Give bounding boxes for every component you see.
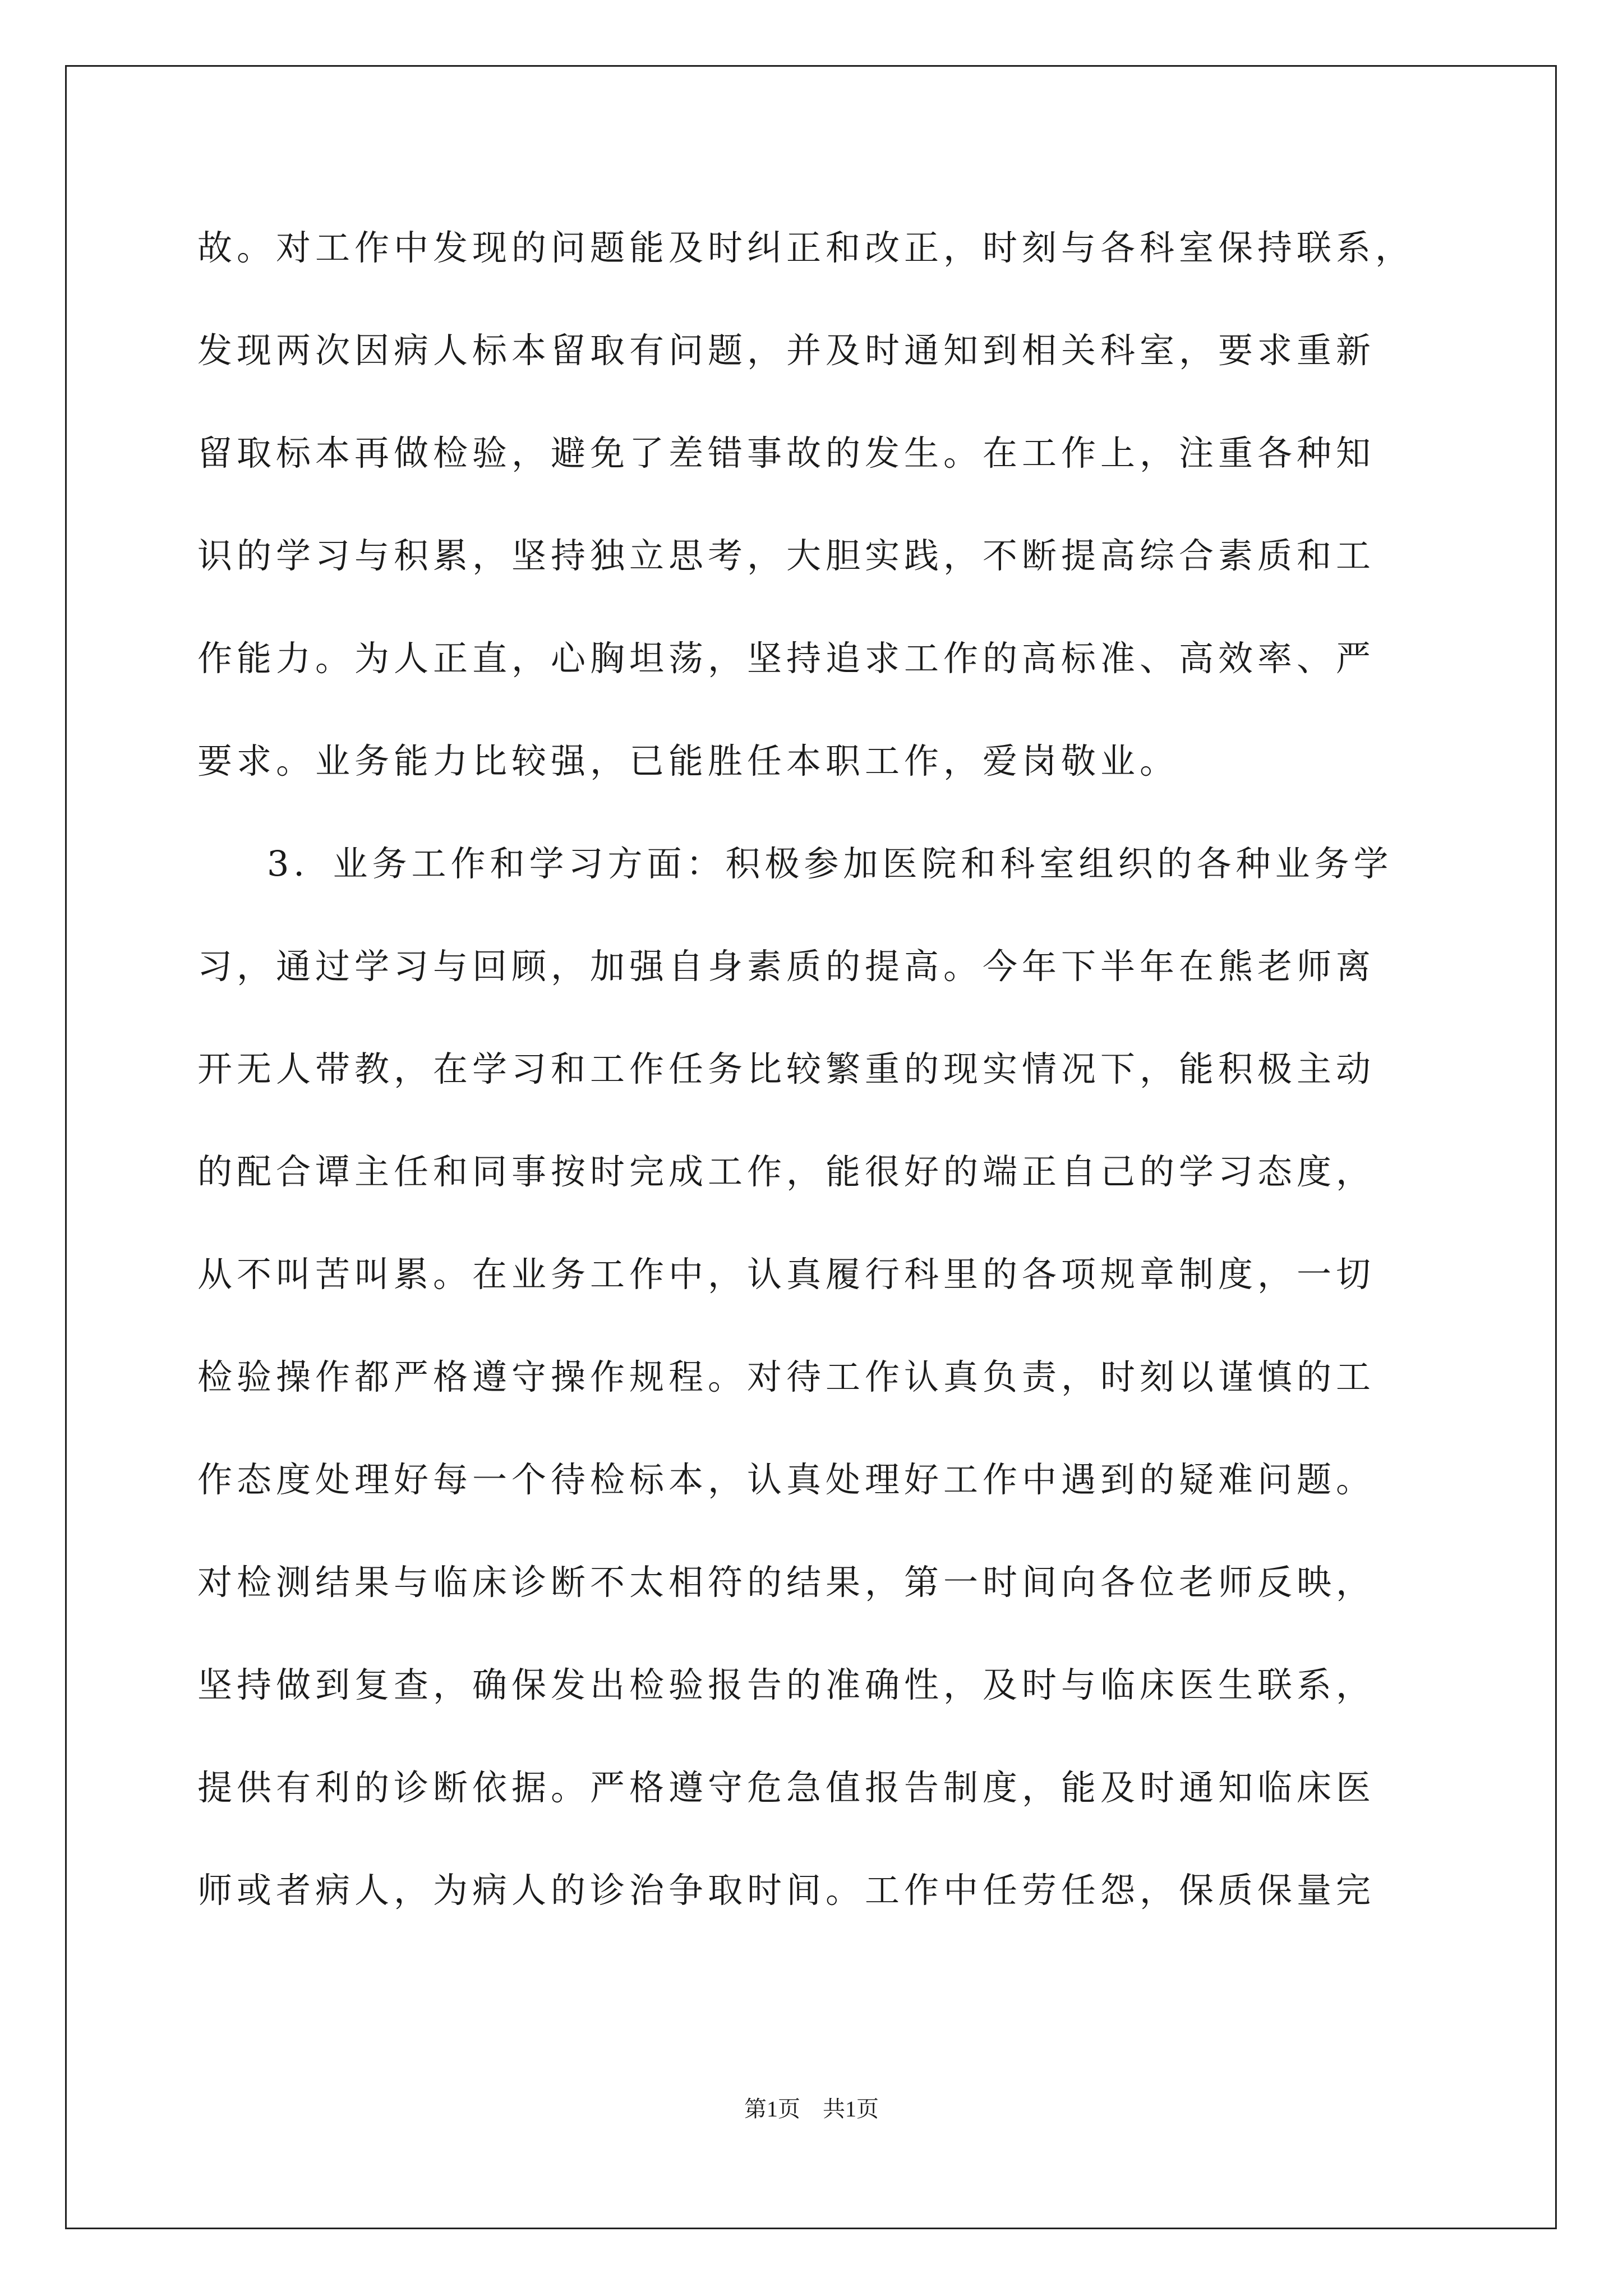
text-line-paragraph-start: 3．业务工作和学习方面：积极参加医院和科室组织的各种业务学 <box>267 843 1393 884</box>
text-line: 师或者病人，为病人的诊治争取时间。工作中任劳任怨，保质保量完 <box>197 1870 1376 1911</box>
text-line: 习，通过学习与回顾，加强自身素质的提高。今年下半年在熊老师离 <box>197 946 1376 987</box>
text-line: 识的学习与积累，坚持独立思考，大胆实践，不断提高综合素质和工 <box>197 535 1376 576</box>
document-body <box>197 209 1431 1954</box>
page-footer <box>0 2091 1623 2123</box>
text-line: 留取标本再做检验，避免了差错事故的发生。在工作上，注重各种知 <box>197 432 1376 473</box>
text-line: 的配合谭主任和同事按时完成工作，能很好的端正自己的学习态度， <box>197 1151 1376 1192</box>
text-line: 提供有利的诊断依据。严格遵守危急值报告制度，能及时通知临床医 <box>197 1767 1376 1808</box>
text-line: 从不叫苦叫累。在业务工作中，认真履行科里的各项规章制度，一切 <box>197 1254 1376 1295</box>
text-line: 开无人带教，在学习和工作任务比较繁重的现实情况下，能积极主动 <box>197 1048 1376 1089</box>
text-line: 要求。业务能力比较强，已能胜任本职工作，爱岗敬业。 <box>197 740 1179 781</box>
text-line: 坚持做到复查，确保发出检验报告的准确性，及时与临床医生联系， <box>197 1664 1376 1705</box>
page-total: 共1页 <box>823 2096 879 2122</box>
text-line: 作能力。为人正直，心胸坦荡，坚持追求工作的高标准、高效率、严 <box>197 638 1376 679</box>
text-line: 发现两次因病人标本留取有问题，并及时通知到相关科室，要求重新 <box>197 330 1376 371</box>
page-number: 第1页 <box>744 2096 800 2122</box>
text-line: 故。对工作中发现的问题能及时纠正和改正，时刻与各科室保持联系， <box>197 227 1415 268</box>
text-line: 作态度处理好每一个待检标本，认真处理好工作中遇到的疑难问题。 <box>197 1459 1376 1500</box>
text-line: 检验操作都严格遵守操作规程。对待工作认真负责，时刻以谨慎的工 <box>197 1356 1376 1397</box>
text-line: 对检测结果与临床诊断不太相符的结果，第一时间向各位老师反映， <box>197 1562 1376 1603</box>
